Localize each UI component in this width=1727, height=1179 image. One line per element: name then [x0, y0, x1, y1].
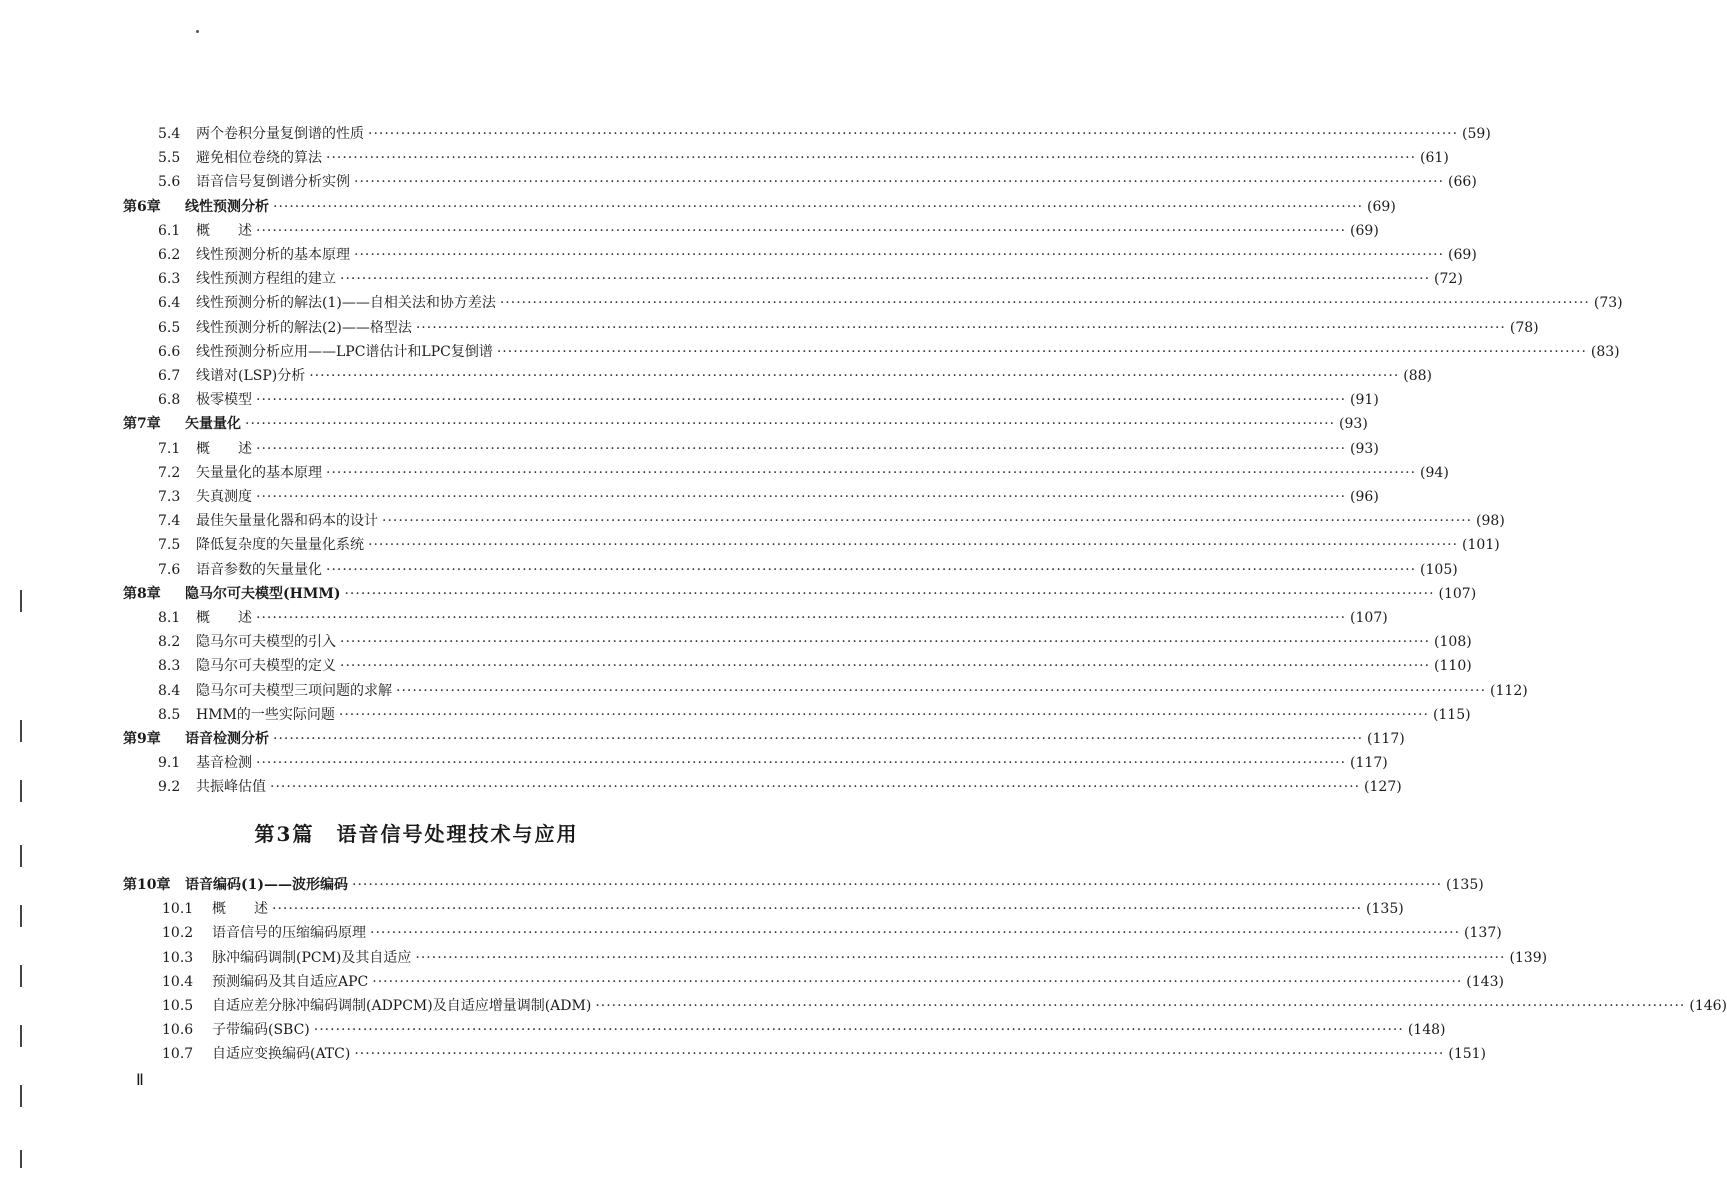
dot-leader: ········································································································································································································ [326, 464, 1417, 481]
toc-entry-page: (94) [1420, 464, 1449, 481]
toc-entry-page: (108) [1434, 634, 1472, 651]
toc-entry-number: 7.2 [158, 464, 181, 481]
toc-entry-page: (93) [1350, 440, 1379, 457]
toc-entry-number: 6.5 [158, 319, 181, 336]
toc-entry-number: 6.4 [158, 295, 181, 312]
toc-entry-page: (69) [1367, 198, 1396, 215]
dot-leader: ········································································································································································································ [273, 198, 1364, 215]
toc-section-entry [162, 946, 1548, 970]
toc-entry-page: (110) [1434, 658, 1472, 675]
toc-entry-page: (107) [1438, 585, 1477, 602]
toc-entry-number: 10.3 [162, 949, 194, 966]
toc-entry-title: 脉冲编码调制(PCM)及其自适应 [212, 949, 412, 966]
toc-section-entry [158, 533, 1500, 557]
toc-entry-page: (151) [1448, 1046, 1487, 1063]
scan-speck [196, 30, 199, 33]
scan-margin-mark [20, 905, 22, 927]
toc-entry-title: 线性预测分析应用——LPC谱估计和LPC复倒谱 [196, 343, 493, 360]
dot-leader: ········································································································································································································ [340, 658, 1431, 675]
toc-entry-page: (117) [1350, 755, 1388, 772]
dot-leader: ········································································································································································································ [372, 973, 1463, 990]
toc-entry-number: 第7章 [123, 416, 161, 433]
toc-entry-number: 5.4 [158, 126, 181, 142]
dot-leader: ········································································································································································································ [309, 368, 1400, 384]
scan-margin-mark [20, 1025, 22, 1047]
dot-leader: ········································································································································································································ [256, 610, 1347, 626]
toc-section-entry [158, 630, 1472, 654]
toc-entry-number: 10.6 [162, 1022, 194, 1039]
toc-entry-number: 6.6 [158, 343, 181, 360]
toc-section-entry [158, 291, 1623, 315]
toc-entry-page: (143) [1466, 973, 1504, 990]
toc-entry-title: 线性预测分析 [185, 198, 269, 215]
toc-section-entry [158, 316, 1539, 340]
toc-chapter-entry [123, 412, 1368, 436]
toc-chapter-entry [123, 582, 1477, 606]
toc-entry-title: 极零模型 [196, 392, 252, 409]
scan-margin-mark [20, 590, 22, 612]
toc-entry-title: 隐马尔可夫模型三项问题的求解 [196, 682, 392, 699]
toc-entry-title: 基音检测 [196, 755, 252, 772]
toc-entry-title: 语音信号复倒谱分析实例 [196, 174, 350, 191]
dot-leader: ········································································································································································································ [313, 1022, 1404, 1039]
dot-leader: ········································································································································································································ [256, 222, 1347, 239]
dot-leader: ········································································································································································································ [273, 731, 1364, 747]
toc-entry-number: 10.7 [162, 1046, 194, 1063]
toc-section-entry [158, 558, 1458, 582]
toc-entry-number: 5.5 [158, 150, 181, 167]
dot-leader: ········································································································································································································ [496, 343, 1587, 360]
toc-entry-number: 6.2 [158, 247, 181, 263]
toc-entry-title: 概 述 [212, 901, 268, 918]
dot-leader: ········································································································································································································ [415, 949, 1506, 966]
toc-entry-title: 最佳矢量量化器和码本的设计 [196, 513, 378, 530]
toc-section-entry [158, 243, 1477, 267]
toc-entry-title: 自适应变换编码(ATC) [212, 1046, 351, 1063]
toc-entry-title: 两个卷积分量复倒谱的性质 [196, 126, 364, 142]
dot-leader: ········································································································································································································ [256, 440, 1347, 457]
toc-section-entry [162, 994, 1727, 1018]
toc-entry-number: 第9章 [123, 731, 161, 747]
toc-entry-page: (135) [1446, 877, 1484, 893]
toc-entry-number: 10.5 [162, 998, 194, 1014]
toc-entry-number: 6.3 [158, 271, 181, 288]
toc-entry-number: 8.5 [158, 706, 181, 723]
toc-section-entry [158, 267, 1463, 291]
toc-section-entry [158, 461, 1449, 485]
toc-entry-page: (78) [1509, 319, 1539, 336]
scan-margin-mark [20, 1150, 22, 1168]
dot-leader: ········································································································································································································ [256, 489, 1347, 505]
toc-section-entry [158, 509, 1505, 533]
dot-leader: ········································································································································································································ [256, 755, 1347, 772]
part-heading: 第3篇 语音信号处理技术与应用 [254, 822, 579, 846]
toc-entry-page: (146) [1689, 998, 1727, 1014]
toc-entry-page: (115) [1432, 706, 1471, 723]
scan-margin-mark [20, 845, 22, 867]
toc-section-entry [158, 219, 1379, 243]
scan-margin-mark [20, 965, 22, 987]
toc-entry-title: 概 述 [196, 222, 252, 239]
toc-entry-page: (101) [1462, 537, 1500, 554]
toc-section-entry [158, 654, 1472, 678]
dot-leader: ········································································································································································································ [499, 295, 1590, 312]
toc-entry-page: (148) [1407, 1022, 1446, 1039]
dot-leader: ········································································································································································································ [340, 634, 1431, 651]
toc-entry-number: 5.6 [158, 174, 181, 191]
dot-leader: ········································································································································································································ [382, 513, 1473, 530]
toc-entry-page: (91) [1350, 392, 1379, 409]
toc-section-entry [158, 751, 1388, 775]
toc-section-entry [158, 170, 1477, 194]
toc-entry-number: 7.1 [158, 440, 181, 457]
scan-margin-mark [20, 720, 22, 742]
toc-entry-page: (127) [1364, 779, 1402, 796]
toc-entry-page: (96) [1350, 489, 1379, 505]
toc-section-entry [158, 485, 1379, 509]
toc-entry-number: 6.8 [158, 392, 181, 409]
toc-entry-number: 6.1 [158, 222, 181, 239]
toc-entry-number: 10.1 [162, 901, 194, 918]
toc-entry-page: (83) [1590, 343, 1620, 360]
dot-leader: ········································································································································································································ [272, 901, 1363, 918]
toc-entry-page: (88) [1403, 368, 1433, 384]
toc-entry-page: (59) [1462, 126, 1491, 142]
toc-entry-page: (117) [1367, 731, 1405, 747]
toc-entry-title: 降低复杂度的矢量量化系统 [196, 537, 364, 554]
toc-entry-title: 失真测度 [196, 489, 252, 505]
toc-section-entry [162, 970, 1504, 994]
dot-leader: ········································································································································································································ [368, 537, 1459, 554]
toc-entry-number: 6.7 [158, 368, 181, 384]
toc-section-entry [158, 364, 1433, 388]
toc-section-entry [162, 1042, 1487, 1066]
toc-entry-page: (105) [1420, 561, 1458, 578]
toc-section-entry [162, 921, 1502, 945]
toc-entry-title: 隐马尔可夫模型(HMM) [185, 585, 341, 602]
toc-entry-page: (112) [1490, 682, 1528, 699]
toc-section-entry [158, 122, 1491, 146]
dot-leader: ········································································································································································································ [352, 877, 1443, 893]
toc-entry-page: (93) [1339, 416, 1368, 433]
toc-entry-title: 子带编码(SBC) [212, 1022, 310, 1039]
toc-entry-page: (98) [1476, 513, 1505, 530]
scan-margin-mark [20, 780, 22, 802]
toc-entry-title: 语音编码(1)——波形编码 [185, 877, 348, 893]
dot-leader: ········································································································································································································ [396, 682, 1487, 699]
toc-entry-title: 避免相位卷绕的算法 [196, 150, 322, 167]
toc-entry-number: 7.4 [158, 513, 181, 530]
toc-entry-number: 8.2 [158, 634, 181, 651]
dot-leader: ········································································································································································································ [370, 925, 1461, 942]
toc-entry-title: 概 述 [196, 610, 252, 626]
toc-entry-title: 线性预测方程组的建立 [196, 271, 336, 288]
toc-chapter-entry [123, 195, 1396, 219]
toc-entry-page: (73) [1593, 295, 1623, 312]
toc-entry-title: 自适应差分脉冲编码调制(ADPCM)及自适应增量调制(ADM) [212, 998, 592, 1014]
dot-leader: ········································································································································································································ [354, 247, 1445, 263]
toc-entry-title: 线谱对(LSP)分析 [196, 368, 306, 384]
toc-entry-title: 线性预测分析的解法(2)——格型法 [196, 319, 412, 336]
toc-section-entry [158, 146, 1449, 170]
toc-entry-title: 矢量量化 [185, 416, 241, 433]
toc-entry-number: 第10章 [123, 877, 171, 893]
toc-entry-title: 语音参数的矢量量化 [196, 561, 322, 578]
dot-leader: ········································································································································································································ [270, 779, 1361, 796]
toc-entry-title: 语音检测分析 [185, 731, 269, 747]
dot-leader: ········································································································································································································ [354, 1046, 1445, 1063]
toc-entry-number: 9.2 [158, 779, 181, 796]
toc-section-entry [158, 703, 1471, 727]
toc-section-entry [158, 388, 1379, 412]
toc-entry-page: (61) [1420, 150, 1449, 167]
toc-chapter-entry [123, 727, 1405, 751]
dot-leader: ········································································································································································································ [354, 174, 1445, 191]
toc-entry-number: 8.1 [158, 610, 181, 626]
toc-entry-title: 隐马尔可夫模型的引入 [196, 634, 336, 651]
scan-margin-mark [20, 1085, 22, 1107]
toc-entry-title: 语音信号的压缩编码原理 [212, 925, 366, 942]
toc-entry-number: 7.3 [158, 489, 181, 505]
toc-section-entry [158, 775, 1402, 799]
dot-leader: ········································································································································································································ [595, 998, 1686, 1014]
toc-entry-page: (135) [1366, 901, 1404, 918]
toc-entry-page: (66) [1448, 174, 1477, 191]
toc-entry-number: 7.5 [158, 537, 181, 554]
toc-entry-number: 10.2 [162, 925, 194, 942]
toc-section-entry [158, 606, 1388, 630]
toc-entry-title: 共振峰估值 [196, 779, 266, 796]
toc-entry-number: 9.1 [158, 755, 181, 772]
toc-entry-title: 矢量量化的基本原理 [196, 464, 322, 481]
toc-entry-page: (69) [1350, 222, 1379, 239]
toc-entry-title: HMM的一些实际问题 [196, 706, 335, 723]
toc-entry-page: (137) [1464, 925, 1502, 942]
toc-entry-title: 线性预测分析的基本原理 [196, 247, 350, 263]
toc-entry-number: 第8章 [123, 585, 161, 602]
toc-entry-number: 7.6 [158, 561, 181, 578]
page-number: Ⅱ [136, 1072, 144, 1089]
toc-entry-number: 8.4 [158, 682, 181, 699]
dot-leader: ········································································································································································································ [340, 271, 1431, 288]
toc-entry-title: 概 述 [196, 440, 252, 457]
dot-leader: ········································································································································································································ [368, 126, 1459, 142]
dot-leader: ········································································································································································································ [326, 150, 1417, 167]
dot-leader: ········································································································································································································ [338, 706, 1429, 723]
toc-section-entry [158, 340, 1620, 364]
toc-section-entry [162, 1018, 1446, 1042]
dot-leader: ········································································································································································································ [245, 416, 1336, 433]
toc-entry-number: 10.4 [162, 973, 194, 990]
dot-leader: ········································································································································································································ [344, 585, 1435, 602]
toc-section-entry [158, 679, 1528, 703]
toc-entry-page: (139) [1509, 949, 1548, 966]
dot-leader: ········································································································································································································ [415, 319, 1506, 336]
toc-section-entry [162, 897, 1404, 921]
toc-entry-title: 线性预测分析的解法(1)——自相关法和协方差法 [196, 295, 496, 312]
toc-entry-title: 预测编码及其自适应APC [212, 973, 369, 990]
toc-entry-number: 第6章 [123, 198, 161, 215]
dot-leader: ········································································································································································································ [326, 561, 1417, 578]
toc-chapter-entry [123, 873, 1484, 897]
toc-entry-page: (69) [1448, 247, 1477, 263]
toc-section-entry [158, 437, 1379, 461]
toc-entry-page: (107) [1350, 610, 1388, 626]
toc-entry-page: (72) [1434, 271, 1463, 288]
toc-entry-number: 8.3 [158, 658, 181, 675]
toc-entry-title: 隐马尔可夫模型的定义 [196, 658, 336, 675]
dot-leader: ········································································································································································································ [256, 392, 1347, 409]
